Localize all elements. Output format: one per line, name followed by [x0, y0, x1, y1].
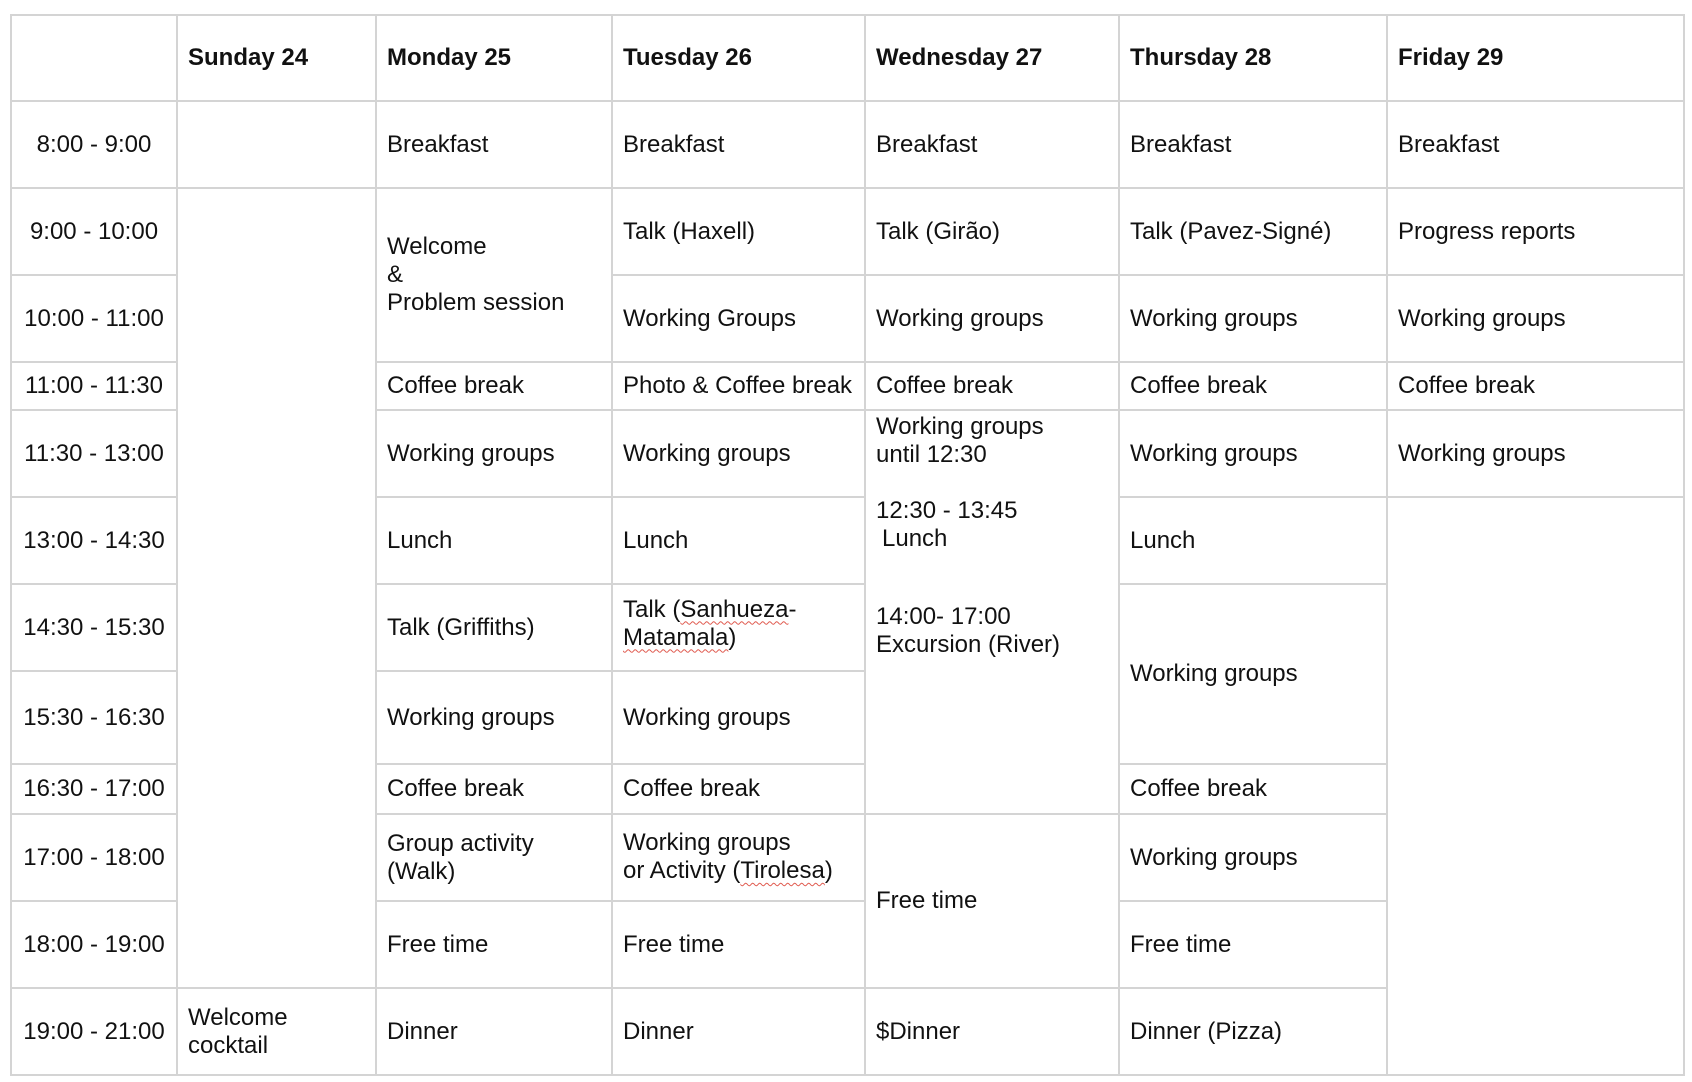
tuesday-working-groups-afternoon: Working groups: [612, 671, 865, 764]
wednesday-free-time: Free time: [865, 814, 1119, 988]
monday-welcome-session: [376, 188, 612, 362]
monday-lunch: Lunch: [376, 497, 612, 584]
sunday-welcome-cocktail: [177, 988, 376, 1075]
tuesday-working-line: Working groups: [623, 829, 791, 856]
wednesday-dinner: $Dinner: [865, 988, 1119, 1075]
friday-working-groups: Working groups: [1387, 410, 1684, 497]
wednesday-excursion-line: Excursion (River): [876, 631, 1061, 658]
time-slot: 11:30 - 13:00: [11, 410, 177, 497]
tuesday-working-groups: Working groups: [612, 410, 865, 497]
friday-empty-block: [1387, 497, 1684, 1075]
table-row: [11, 188, 1684, 275]
thursday-talk-pavez-signe: Talk (Pavez-Signé): [1119, 188, 1387, 275]
header-row: [11, 15, 1684, 101]
monday-problem-session: Problem session: [387, 289, 565, 316]
tuesday-activity-suffix: ): [824, 857, 833, 884]
tuesday-talk-dash: -: [788, 595, 797, 623]
monday-talk-griffiths: Talk (Griffiths): [376, 584, 612, 671]
tuesday-talk-sanhueza-matamala: [612, 584, 865, 671]
thursday-coffee-break-afternoon: Coffee break: [1119, 764, 1387, 814]
wednesday-lunch-line: Lunch: [882, 525, 948, 552]
friday-coffee-break: Coffee break: [1387, 362, 1684, 410]
time-slot: 11:00 - 11:30: [11, 362, 177, 410]
wednesday-working-groups-line: Working groups: [876, 413, 1044, 440]
wednesday-lunch-time-line: 12:30 - 13:45: [876, 497, 1018, 524]
wednesday-working-groups: Working groups: [865, 275, 1119, 362]
tuesday-talk-name-a: Sanhueza: [680, 595, 789, 623]
day-header-sunday: Sunday 24: [177, 15, 376, 101]
day-header-tuesday: Tuesday 26: [612, 15, 865, 101]
friday-breakfast: Breakfast: [1387, 101, 1684, 188]
tuesday-talk-suffix: ): [728, 623, 737, 651]
tuesday-breakfast: Breakfast: [612, 101, 865, 188]
monday-working-groups: Working groups: [376, 410, 612, 497]
thursday-lunch: Lunch: [1119, 497, 1387, 584]
sunday-welcome-line: Welcome: [188, 1003, 288, 1031]
sunday-empty-block: [177, 188, 376, 988]
wednesday-talk-girao: Talk (Girão): [865, 188, 1119, 275]
tuesday-talk-haxell: Talk (Haxell): [612, 188, 865, 275]
time-slot: 15:30 - 16:30: [11, 671, 177, 764]
wednesday-excursion-block: [865, 410, 1119, 814]
monday-coffee-break-afternoon: Coffee break: [376, 764, 612, 814]
time-slot: 18:00 - 19:00: [11, 901, 177, 988]
tuesday-working-or-activity: [612, 814, 865, 901]
monday-walk-line: (Walk): [387, 857, 456, 885]
monday-welcome-line: Welcome: [387, 233, 487, 260]
monday-group-activity: [376, 814, 612, 901]
time-slot: 9:00 - 10:00: [11, 188, 177, 275]
corner-cell: [11, 15, 177, 101]
monday-free-time: Free time: [376, 901, 612, 988]
day-header-thursday: Thursday 28: [1119, 15, 1387, 101]
tuesday-coffee-break-afternoon: Coffee break: [612, 764, 865, 814]
time-slot: 17:00 - 18:00: [11, 814, 177, 901]
thursday-working-groups: Working groups: [1119, 275, 1387, 362]
wednesday-coffee-break: Coffee break: [865, 362, 1119, 410]
tuesday-talk-prefix: Talk (: [623, 595, 681, 623]
tuesday-photo-coffee-break: Photo & Coffee break: [612, 362, 865, 410]
monday-activity-line: Group activity: [387, 829, 534, 857]
tuesday-activity-prefix: or Activity (: [623, 857, 741, 884]
friday-working-groups: Working groups: [1387, 275, 1684, 362]
sunday-cocktail-line: cocktail: [188, 1031, 269, 1059]
wednesday-until-line: until 12:30: [876, 441, 987, 468]
time-slot: 19:00 - 21:00: [11, 988, 177, 1075]
wednesday-excursion-time-line: 14:00- 17:00: [876, 603, 1011, 630]
thursday-breakfast: Breakfast: [1119, 101, 1387, 188]
table-row: [11, 101, 1684, 188]
day-header-wednesday: Wednesday 27: [865, 15, 1119, 101]
sunday-empty-cell: [177, 101, 376, 188]
time-slot: 8:00 - 9:00: [11, 101, 177, 188]
schedule-table: [10, 14, 1685, 1076]
thursday-working-groups-long: Working groups: [1119, 584, 1387, 764]
tuesday-activity-tirolesa: Tirolesa: [740, 857, 825, 884]
monday-welcome-amp: &: [387, 261, 404, 288]
thursday-free-time: Free time: [1119, 901, 1387, 988]
tuesday-working-groups: Working Groups: [612, 275, 865, 362]
tuesday-talk-name-b: Matamala: [623, 623, 729, 651]
thursday-working-groups-evening: Working groups: [1119, 814, 1387, 901]
tuesday-free-time: Free time: [612, 901, 865, 988]
thursday-working-groups: Working groups: [1119, 410, 1387, 497]
time-slot: 10:00 - 11:00: [11, 275, 177, 362]
tuesday-activity-line: [623, 857, 854, 885]
monday-coffee-break: Coffee break: [376, 362, 612, 410]
friday-progress-reports: Progress reports: [1387, 188, 1684, 275]
day-header-monday: Monday 25: [376, 15, 612, 101]
monday-breakfast: Breakfast: [376, 101, 612, 188]
day-header-friday: Friday 29: [1387, 15, 1684, 101]
tuesday-lunch: Lunch: [612, 497, 865, 584]
tuesday-dinner: Dinner: [612, 988, 865, 1075]
time-slot: 14:30 - 15:30: [11, 584, 177, 671]
thursday-dinner-pizza: Dinner (Pizza): [1119, 988, 1387, 1075]
time-slot: 13:00 - 14:30: [11, 497, 177, 584]
thursday-coffee-break: Coffee break: [1119, 362, 1387, 410]
wednesday-breakfast: Breakfast: [865, 101, 1119, 188]
time-slot: 16:30 - 17:00: [11, 764, 177, 814]
monday-working-groups-afternoon: Working groups: [376, 671, 612, 764]
monday-dinner: Dinner: [376, 988, 612, 1075]
